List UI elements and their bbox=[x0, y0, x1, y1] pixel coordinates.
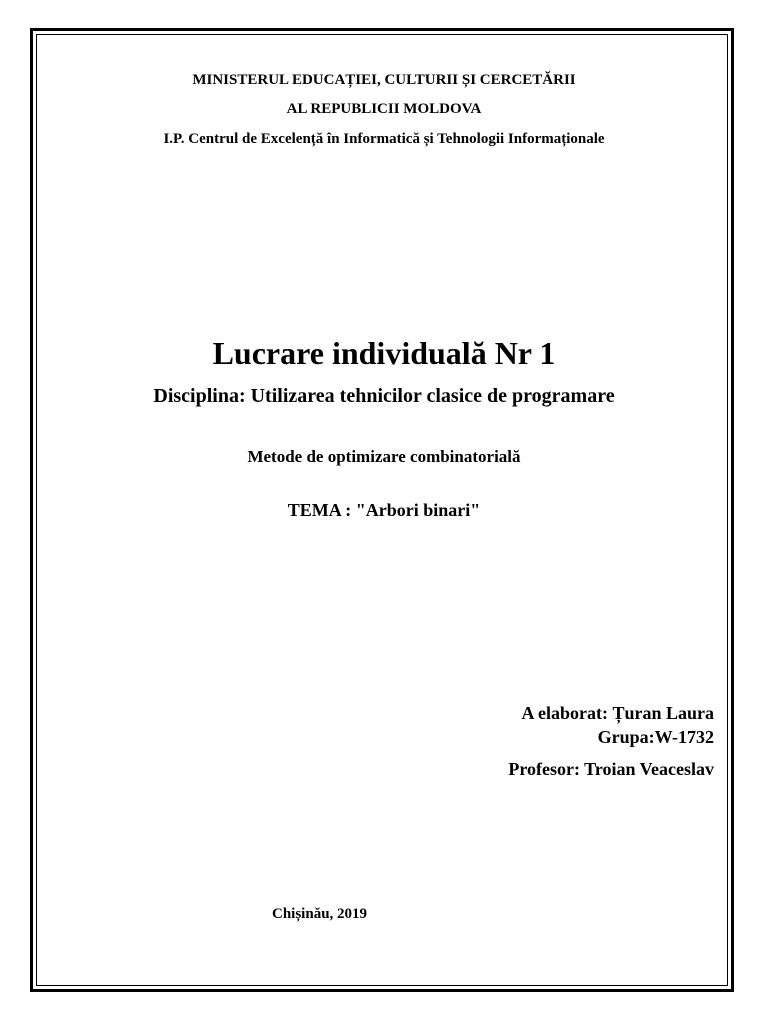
professor-line: Profesor: Troian Veaceslav bbox=[508, 759, 714, 779]
author-line: A elaborat: Țuran Laura bbox=[521, 703, 714, 723]
tema-line: TEMA : "Arbori binari" bbox=[287, 500, 481, 520]
discipline-line: Disciplina: Utilizarea tehnicilor clasice de programare bbox=[153, 385, 615, 407]
topic-line: Metode de optimizare combinatorială bbox=[247, 447, 521, 466]
ministry-heading: MINISTERUL EDUCAȚIEI, CULTURII ȘI CERCETĂRII bbox=[192, 72, 576, 88]
document-title: Lucrare individuală Nr 1 bbox=[212, 335, 556, 371]
group-line: Grupa:W-1732 bbox=[597, 727, 714, 747]
republic-heading: AL REPUBLICII MOLDOVA bbox=[286, 101, 482, 117]
city-year: Chișinău, 2019 bbox=[272, 906, 368, 922]
institution-heading: I.P. Centrul de Excelență în Informatică și Tehnologii Informaționale bbox=[163, 131, 605, 147]
